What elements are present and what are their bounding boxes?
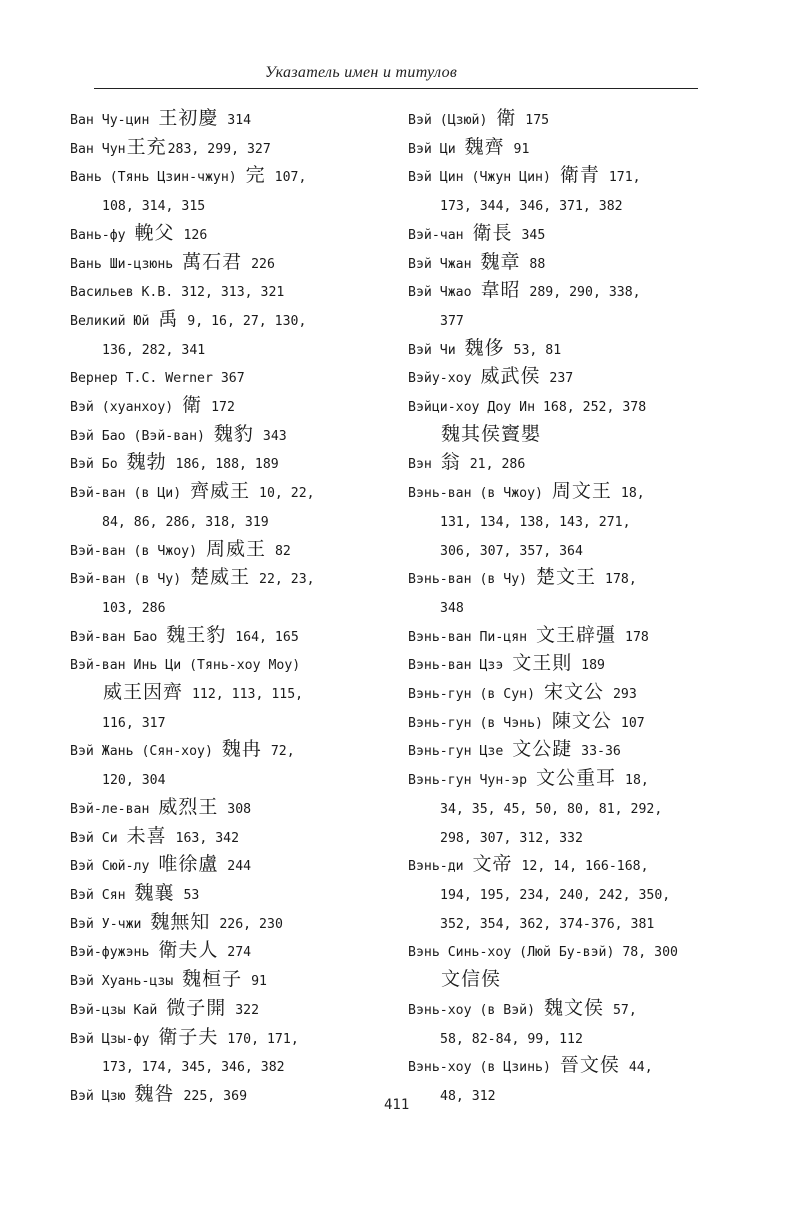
entry-name: Вэй Бао (Вэй-ван) xyxy=(70,428,213,444)
index-entry xyxy=(408,652,726,681)
page-references: 314 xyxy=(219,113,252,128)
page-references: 171, xyxy=(600,170,641,186)
index-entry xyxy=(408,566,726,623)
page-references: 186, 188, 189 xyxy=(167,457,279,473)
entry-name: Вэнь Синь-хоу (Люй Бу-вэй) 78, 300 xyxy=(408,945,678,961)
page-references-continued: 34, 35, 45, 50, 80, 81, 292, xyxy=(440,801,663,817)
chinese-characters: 威王因齊 xyxy=(103,681,184,704)
entry-name: Ван Чун xyxy=(70,141,126,157)
page-references-continued: 173, 174, 345, 346, 382 xyxy=(102,1060,285,1076)
entry-line xyxy=(408,400,646,415)
entry-line xyxy=(408,566,637,589)
index-entry xyxy=(408,853,726,939)
page-references-continued: 298, 307, 312, 332 xyxy=(440,830,583,846)
entry-line xyxy=(408,945,678,960)
entry-line xyxy=(408,250,546,273)
chinese-characters: 禹 xyxy=(158,307,179,330)
entry-name: Вэй-чан xyxy=(408,227,472,243)
page-references: 163, 342 xyxy=(167,830,240,846)
page-references: 22, 23, xyxy=(251,572,315,588)
entry-name: Вэй-ван Бао xyxy=(70,629,166,645)
entry-line xyxy=(70,853,252,876)
page-references: 226 xyxy=(243,256,275,272)
page-references-continued: 120, 304 xyxy=(102,773,166,789)
index-entry xyxy=(70,107,388,136)
entry-line xyxy=(408,221,546,244)
entry-name: Вэй Жань (Сян-хоу) xyxy=(70,744,221,760)
entry-line xyxy=(70,910,283,933)
page-references: 112, 113, 115, xyxy=(184,687,304,703)
chinese-characters: 威武侯 xyxy=(480,365,541,388)
chinese-characters: 萬石君 xyxy=(182,250,243,273)
entry-name xyxy=(408,974,440,989)
entry-name: Вэй У-чжи xyxy=(70,916,150,932)
page-references-continued: 136, 282, 341 xyxy=(102,342,206,358)
page-references-continued: 131, 134, 138, 143, 271, xyxy=(440,514,631,530)
chinese-characters: 未喜 xyxy=(126,824,167,847)
page-references: 44, xyxy=(620,1060,653,1076)
entry-name: Вэй-ле-ван xyxy=(70,801,158,817)
entry-name: Вэн xyxy=(408,457,440,473)
chinese-characters: 微子開 xyxy=(166,996,227,1019)
index-entry xyxy=(70,136,388,165)
chinese-characters: 魏無知 xyxy=(150,910,211,933)
running-head: Указатель имен и титулов xyxy=(265,64,458,81)
page-references: 82 xyxy=(267,543,291,559)
index-entry xyxy=(70,624,388,653)
entry-name: Вэнь-хоу (в Вэй) xyxy=(408,1002,543,1018)
chinese-characters: 晉文侯 xyxy=(559,1054,620,1077)
chinese-characters: 楚文王 xyxy=(536,566,597,589)
entry-name: Вэнь-гун (в Сун) xyxy=(408,687,543,703)
index-entry xyxy=(408,681,726,710)
entry-line xyxy=(70,451,279,474)
entry-line xyxy=(70,623,299,646)
page-references: 322 xyxy=(227,1002,260,1018)
chinese-characters: 魏侈 xyxy=(464,336,505,359)
entry-line xyxy=(70,480,315,503)
page-references: 9, 16, 27, 130, xyxy=(179,313,307,329)
entry-name: Вэй (хуанхоу) xyxy=(70,400,182,416)
index-entry xyxy=(408,1054,726,1111)
index-entry xyxy=(70,997,388,1026)
entry-line xyxy=(408,279,641,302)
entry-name: Вэй Цзы-фу xyxy=(70,1031,158,1047)
chinese-characters: 衛青 xyxy=(559,164,600,187)
page-references: 107 xyxy=(612,715,645,731)
page-references: 164, 165 xyxy=(227,629,299,645)
entry-line xyxy=(70,738,295,761)
index-entry xyxy=(70,825,388,854)
page-references: 107, xyxy=(266,170,307,186)
entry-line xyxy=(70,681,304,704)
entry-name: Вэйу-хоу xyxy=(408,371,480,387)
entry-line xyxy=(70,394,235,417)
entry-line xyxy=(408,623,649,646)
page-references-continued: 116, 317 xyxy=(102,715,166,731)
entry-name: Вэй Хуань-цзы xyxy=(70,974,182,990)
index-entry xyxy=(408,738,726,767)
index-entry xyxy=(70,394,388,423)
chinese-characters: 魏其侯竇嬰 xyxy=(441,422,542,445)
page-references: 21, 286 xyxy=(461,457,526,473)
entry-name: Вэнь-гун Цзе xyxy=(408,744,512,760)
page-references-continued: 194, 195, 234, 240, 242, 350, xyxy=(440,887,671,903)
entry-name: Вэй Цзю xyxy=(70,1088,134,1104)
index-entry xyxy=(70,652,388,681)
entry-name: Вэй-ван (в Чу) xyxy=(70,572,190,588)
index-entry xyxy=(408,624,726,653)
page-references-continued: 58, 82-84, 99, 112 xyxy=(440,1031,583,1047)
entry-name: Вань (Тянь Цзин-чжун) xyxy=(70,170,245,186)
entry-name: Вэнь-хоу (в Цзинь) xyxy=(408,1060,559,1076)
index-entry xyxy=(70,681,388,738)
index-entry xyxy=(408,394,726,423)
page-references: 244 xyxy=(219,859,252,875)
chinese-characters: 衛長 xyxy=(472,221,513,244)
entry-line xyxy=(70,996,260,1019)
entry-name: Вэйци-хоу Доу Ин 168, 252, 378 xyxy=(408,400,647,416)
entry-line xyxy=(70,135,271,158)
page-references: 283, 299, 327 xyxy=(167,141,271,157)
entry-name: Вэй Бо xyxy=(70,457,126,473)
chinese-characters: 文帝 xyxy=(472,853,513,876)
page-references-continued: 306, 307, 357, 364 xyxy=(440,543,583,559)
entry-name: Вань Ши-цзюнь xyxy=(70,256,182,272)
chinese-characters: 齊威王 xyxy=(190,480,251,503)
entry-name: Васильев К.В. 312, 313, 321 xyxy=(70,285,285,301)
index-entry xyxy=(408,251,726,280)
index-column-left xyxy=(70,107,388,1112)
chinese-characters: 魏齊 xyxy=(464,135,505,158)
entry-name: Вэнь-ван (в Чжоу) xyxy=(408,486,551,502)
entry-line xyxy=(70,285,284,300)
index-entry xyxy=(408,710,726,739)
page-references: 10, 22, xyxy=(251,486,315,502)
entry-line xyxy=(408,1054,653,1077)
page-references: 178 xyxy=(617,629,649,645)
page-references: 345 xyxy=(513,227,546,243)
page-references: 12, 14, 166-168, xyxy=(513,859,649,875)
index-entry xyxy=(70,738,388,795)
index-entry xyxy=(408,451,726,480)
index-entry xyxy=(70,164,388,221)
chinese-characters: 衛 xyxy=(182,394,203,417)
chinese-characters: 文王則 xyxy=(512,652,573,675)
chinese-characters: 衛夫人 xyxy=(158,939,219,962)
entry-line xyxy=(70,537,291,560)
chinese-characters: 完 xyxy=(245,164,266,187)
index-entry xyxy=(70,939,388,968)
entry-line xyxy=(70,1082,248,1105)
entry-name: Ван Чу-цин xyxy=(70,113,158,128)
entry-line xyxy=(408,135,530,158)
page-references: 53, 81 xyxy=(505,342,562,358)
page-references: 88 xyxy=(521,256,546,272)
entry-name: Вэй Цин (Чжун Цин) xyxy=(408,170,559,186)
page-references: 172 xyxy=(203,400,235,416)
chinese-characters: 魏桓子 xyxy=(182,968,243,991)
entry-name: Великий Юй xyxy=(70,313,158,329)
entry-line xyxy=(70,107,252,129)
index-entry xyxy=(408,164,726,221)
page-references: 91 xyxy=(243,974,267,990)
chinese-characters: 文王辟彊 xyxy=(536,623,617,646)
index-entry xyxy=(408,968,726,997)
index-entry xyxy=(408,767,726,853)
entry-line xyxy=(408,996,637,1019)
entry-name: Вэй Чжан xyxy=(408,256,480,272)
entry-name: Вэй-ван (в Ци) xyxy=(70,486,190,502)
chinese-characters: 楚威王 xyxy=(190,566,251,589)
entry-line xyxy=(70,1025,299,1048)
entry-line xyxy=(408,681,637,704)
chinese-characters: 宋文公 xyxy=(543,681,604,704)
entry-name: Вэй-ван (в Чжоу) xyxy=(70,543,205,559)
entry-line xyxy=(408,738,621,761)
chinese-characters: 翁 xyxy=(440,451,461,474)
index-column-right xyxy=(408,107,726,1112)
page-references: 226, 230 xyxy=(211,916,283,932)
index-entry xyxy=(70,1083,388,1112)
entry-line xyxy=(70,307,307,330)
page-references-continued: 103, 286 xyxy=(102,600,166,616)
page-references: 18, xyxy=(617,773,649,789)
entry-line xyxy=(70,371,245,386)
index-entry xyxy=(70,882,388,911)
index-entry xyxy=(70,451,388,480)
entry-name: Вэнь-ван (в Чу) xyxy=(408,572,536,588)
entry-name: Вэнь-ван Цзэ xyxy=(408,658,512,674)
index-entry xyxy=(408,939,726,968)
entry-line xyxy=(70,939,252,962)
page-references-continued: 352, 354, 362, 374-376, 381 xyxy=(440,916,655,932)
index-entry xyxy=(70,566,388,623)
entry-line xyxy=(408,164,641,187)
page-references: 189 xyxy=(573,658,605,674)
chinese-characters: 魏咎 xyxy=(134,1082,175,1105)
entry-line xyxy=(408,422,542,445)
entry-line xyxy=(70,164,307,187)
chinese-characters: 唯徐盧 xyxy=(158,853,219,876)
entry-line xyxy=(408,365,574,388)
entry-line xyxy=(70,795,252,818)
entry-line xyxy=(408,968,502,991)
chinese-characters: 魏豹 xyxy=(213,422,254,445)
chinese-characters: 文信侯 xyxy=(441,968,502,991)
page-references-continued: 173, 344, 346, 371, 382 xyxy=(440,199,623,215)
page-references: 18, xyxy=(612,486,645,502)
index-entry xyxy=(408,337,726,366)
entry-line xyxy=(70,824,240,847)
index-entry xyxy=(70,480,388,537)
page-references: 289, 290, 338, xyxy=(521,285,641,301)
entry-name: Вэй Сюй-лу xyxy=(70,859,158,875)
entry-line xyxy=(70,658,300,673)
index-entry xyxy=(70,968,388,997)
entry-line xyxy=(70,566,315,589)
entry-line xyxy=(70,250,275,273)
page-references-continued: 377 xyxy=(440,313,464,329)
index-entry xyxy=(408,136,726,165)
entry-name: Вэй Си xyxy=(70,830,126,846)
chinese-characters: 魏文侯 xyxy=(543,996,604,1019)
chinese-characters: 威烈王 xyxy=(158,795,219,818)
page-references-continued: 108, 314, 315 xyxy=(102,199,206,215)
entry-name: Вэй Чи xyxy=(408,342,464,358)
index-entry xyxy=(408,997,726,1054)
entry-name xyxy=(70,687,102,702)
entry-line xyxy=(408,336,562,359)
entry-line xyxy=(70,968,267,991)
page-references: 53 xyxy=(175,887,200,903)
entry-line xyxy=(70,881,200,904)
entry-name: Вэй-ван Инь Ци (Тянь-хоу Моу) xyxy=(70,658,301,674)
entry-name: Вэй Чжао xyxy=(408,285,480,301)
page-references: 343 xyxy=(254,428,287,444)
entry-name: Вэй Сян xyxy=(70,887,134,903)
index-entry xyxy=(70,796,388,825)
chinese-characters: 魏勃 xyxy=(126,451,167,474)
chinese-characters: 文公重耳 xyxy=(536,767,617,790)
entry-line xyxy=(408,107,550,129)
index-entry xyxy=(70,911,388,940)
page-references: 126 xyxy=(175,227,208,243)
index-entry xyxy=(70,279,388,308)
entry-line xyxy=(408,853,649,876)
chinese-characters: 周文王 xyxy=(551,480,612,503)
entry-line xyxy=(408,709,645,732)
chinese-characters: 魏王豹 xyxy=(166,623,227,646)
index-entry xyxy=(70,308,388,365)
chinese-characters: 衛子夫 xyxy=(158,1025,219,1048)
chinese-characters: 魏章 xyxy=(480,250,521,273)
page-references: 178, xyxy=(597,572,637,588)
chinese-characters: 周威王 xyxy=(205,537,266,560)
index-entry xyxy=(70,538,388,567)
entry-name: Вэнь-ди xyxy=(408,859,472,875)
chinese-characters: 王初慶 xyxy=(158,107,219,129)
index-entry xyxy=(70,222,388,251)
entry-name: Вэй-фужэнь xyxy=(70,945,158,961)
entry-line xyxy=(408,480,645,503)
chinese-characters: 文公踕 xyxy=(512,738,573,761)
entry-line xyxy=(70,422,287,445)
index-entry xyxy=(70,365,388,394)
chinese-characters: 輓父 xyxy=(134,221,175,244)
header-rule xyxy=(94,88,698,89)
index-entry xyxy=(408,107,726,136)
index-entry xyxy=(408,423,726,452)
index-entry xyxy=(70,251,388,280)
entry-name: Вэй (Цзюй) xyxy=(408,113,496,128)
entry-line xyxy=(408,451,526,474)
chinese-characters: 韋昭 xyxy=(480,279,521,302)
entry-name: Вэй-цзы Кай xyxy=(70,1002,166,1018)
page-references: 57, xyxy=(605,1002,637,1018)
entry-name xyxy=(408,429,440,444)
page-references: 175 xyxy=(517,113,550,128)
entry-name: Вэнь-ван Пи-цян xyxy=(408,629,536,645)
index-entry xyxy=(408,480,726,566)
entry-name: Вэнь-гун Чун-эр xyxy=(408,773,536,789)
index-entry xyxy=(70,1026,388,1083)
entry-name: Вэнь-гун (в Чэнь) xyxy=(408,715,551,731)
index-entry xyxy=(408,365,726,394)
index-entry xyxy=(70,853,388,882)
page-references: 274 xyxy=(219,945,252,961)
page-references: 170, 171, xyxy=(219,1031,299,1047)
entry-name: Вернер Т.С. Werner 367 xyxy=(70,371,245,387)
page-references: 33-36 xyxy=(573,744,621,760)
page-references: 308 xyxy=(219,801,252,817)
entry-name: Вэй Ци xyxy=(408,141,464,157)
page-references-continued: 48, 312 xyxy=(440,1088,496,1104)
chinese-characters: 魏襄 xyxy=(134,881,175,904)
page-references: 72, xyxy=(262,744,295,760)
index-entry xyxy=(408,279,726,336)
entry-line xyxy=(408,767,649,790)
entry-name: Вань-фу xyxy=(70,227,134,243)
chinese-characters: 陳文公 xyxy=(551,709,612,732)
page-references: 225, 369 xyxy=(175,1088,248,1104)
page-number: 411 xyxy=(384,1097,410,1113)
page-references: 91 xyxy=(505,141,530,157)
chinese-characters: 衛 xyxy=(496,107,517,129)
entry-line xyxy=(408,652,605,675)
chinese-characters: 王充 xyxy=(126,135,167,158)
chinese-characters: 魏冉 xyxy=(221,738,262,761)
index-entry xyxy=(408,222,726,251)
index-entry xyxy=(70,423,388,452)
page-references-continued: 84, 86, 286, 318, 319 xyxy=(102,514,269,530)
page-references: 293 xyxy=(605,687,637,703)
entry-line xyxy=(70,221,208,244)
page-references-continued: 348 xyxy=(440,600,464,616)
page-references: 237 xyxy=(541,371,574,387)
